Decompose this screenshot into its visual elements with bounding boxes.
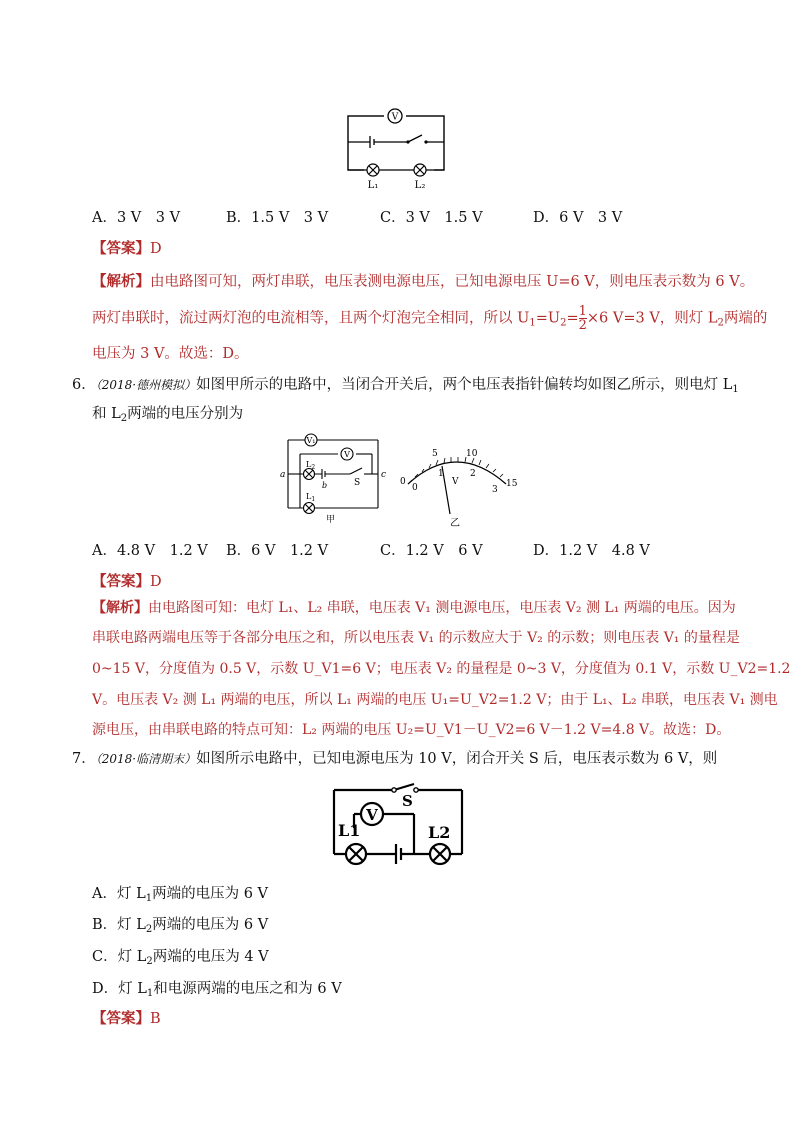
q7-circuit-figure xyxy=(328,782,468,870)
q5-analysis-line-1: 【解析】由电路图可知，两灯串联，电压表测电源电压，已知电源电压 U=6 V，则电压表示数为 6 V。 xyxy=(92,273,755,290)
q6-analysis-line-1: 【解析】由电路图可知：电灯 L₁、L₂ 串联，电压表 V₁ 测电源电压，电压表 V₂ 测 L₁ 两端的电压。因为 xyxy=(92,600,736,616)
svg-text:甲: 甲 xyxy=(326,515,336,524)
svg-text:15: 15 xyxy=(506,479,518,489)
q6-analysis-line-4: V。电压表 V₂ 测 L₁ 两端的电压，所以 L₁ 两端的电压 U₁=U_V2=1.2 V；由于 L₁、L₂ 串联，电压表 V₁ 测电 xyxy=(92,692,778,708)
svg-text:5: 5 xyxy=(432,449,438,459)
q6-analysis-line-2: 串联电路两端电压等于各部分电压之和，所以电压表 V₁ 的示数应大于 V₂ 的示数；则电压表 V₁ 的量程是 xyxy=(92,630,740,646)
q5-option-a[interactable]: A．3 V 3 V xyxy=(92,210,181,226)
q6-option-d[interactable]: D．1.2 V 4.8 V xyxy=(533,543,650,559)
svg-text:L1: L1 xyxy=(338,821,361,840)
svg-text:L₁: L₁ xyxy=(367,180,379,190)
q6-stem-line-2: 和 $L_2$两端的电压分别为 xyxy=(92,406,244,424)
q6-option-b[interactable]: B．6 V 1.2 V xyxy=(226,543,329,559)
q5-option-d[interactable]: D．6 V 3 V xyxy=(533,210,623,226)
svg-text:3: 3 xyxy=(492,485,498,495)
svg-text:0: 0 xyxy=(400,477,406,487)
svg-text:L1: $L_1$ xyxy=(306,492,316,503)
svg-text:S: S xyxy=(402,792,413,810)
svg-text:L₂: L₂ xyxy=(414,180,426,190)
svg-text:2: 2 xyxy=(470,469,476,479)
q7-option-d[interactable]: D．灯 $L_1$和电源两端的电压之和为 6 V xyxy=(92,981,342,999)
svg-text:L2: $L_2$ xyxy=(306,460,316,471)
q5-option-c[interactable]: C．3 V 1.5 V xyxy=(380,210,483,226)
q6-meter-yi xyxy=(394,444,520,530)
q6-circuit-jia xyxy=(280,432,390,524)
svg-text:S: S xyxy=(354,478,361,488)
q5-answer: 【答案】D xyxy=(92,240,162,257)
q7-answer: 【答案】B xyxy=(92,1010,161,1027)
svg-text:乙: 乙 xyxy=(450,518,460,529)
q7-option-a[interactable]: A．灯 $L_1$两端的电压为 6 V xyxy=(92,886,269,904)
svg-text:a: a xyxy=(280,470,286,480)
q5-circuit-figure xyxy=(340,104,450,190)
svg-text:V: V xyxy=(391,112,399,123)
svg-text:V₁: V₁ xyxy=(306,436,316,445)
q5-analysis-line-2: 两灯串联时，流过两灯泡的电流相等，且两个灯泡完全相同，所以 $U_1=U_2=$ $\frac{1}{2}$ ×6 V=3 V，则灯 $L_2$两端的 xyxy=(92,304,768,333)
q7-stem: 7．（2018·临清期末）如图所示电路中，已知电源电压为 10 V，闭合开关 S 后，电压表示数为 6 V，则 xyxy=(72,751,718,767)
svg-text:V: V xyxy=(452,477,459,487)
q6-option-c[interactable]: C．1.2 V 6 V xyxy=(380,543,483,559)
q5-analysis-line-3: 电压为 3 V。故选：D。 xyxy=(92,346,249,362)
q6-answer: 【答案】D xyxy=(92,573,162,590)
svg-text:10: 10 xyxy=(466,449,478,459)
q7-option-b[interactable]: B．灯 $L_2$两端的电压为 6 V xyxy=(92,917,269,935)
svg-text:V: V xyxy=(366,806,378,824)
q6-stem-line-1: 6．（2018·德州模拟）如图甲所示的电路中，当闭合开关后，两个电压表指针偏转均如图乙所示，则电灯 $L_1$ xyxy=(72,377,739,395)
svg-text:c: c xyxy=(381,470,387,480)
q6-analysis-line-3: 0~15 V，分度值为 0.5 V，示数 U_V1=6 V；电压表 V₂ 的量程是 0~3 V，分度值为 0.1 V，示数 U_V2=1.2 xyxy=(92,661,791,677)
q6-analysis-line-5: 源电压，由串联电路的特点可知：L₂ 两端的电压 U₂=U_V1－U_V2=6 V－1.2 V=4.8 V。故选：D。 xyxy=(92,722,731,738)
svg-text:1: 1 xyxy=(438,469,444,479)
svg-text:0: 0 xyxy=(412,483,418,493)
svg-text:b: b xyxy=(322,481,328,490)
svg-text:V: V xyxy=(344,450,350,459)
svg-text:L2: L2 xyxy=(428,823,451,842)
q5-option-b[interactable]: B．1.5 V 3 V xyxy=(226,210,329,226)
q6-option-a[interactable]: A．4.8 V 1.2 V xyxy=(92,543,208,559)
q7-option-c[interactable]: C．灯 $L_2$两端的电压为 4 V xyxy=(92,949,269,967)
